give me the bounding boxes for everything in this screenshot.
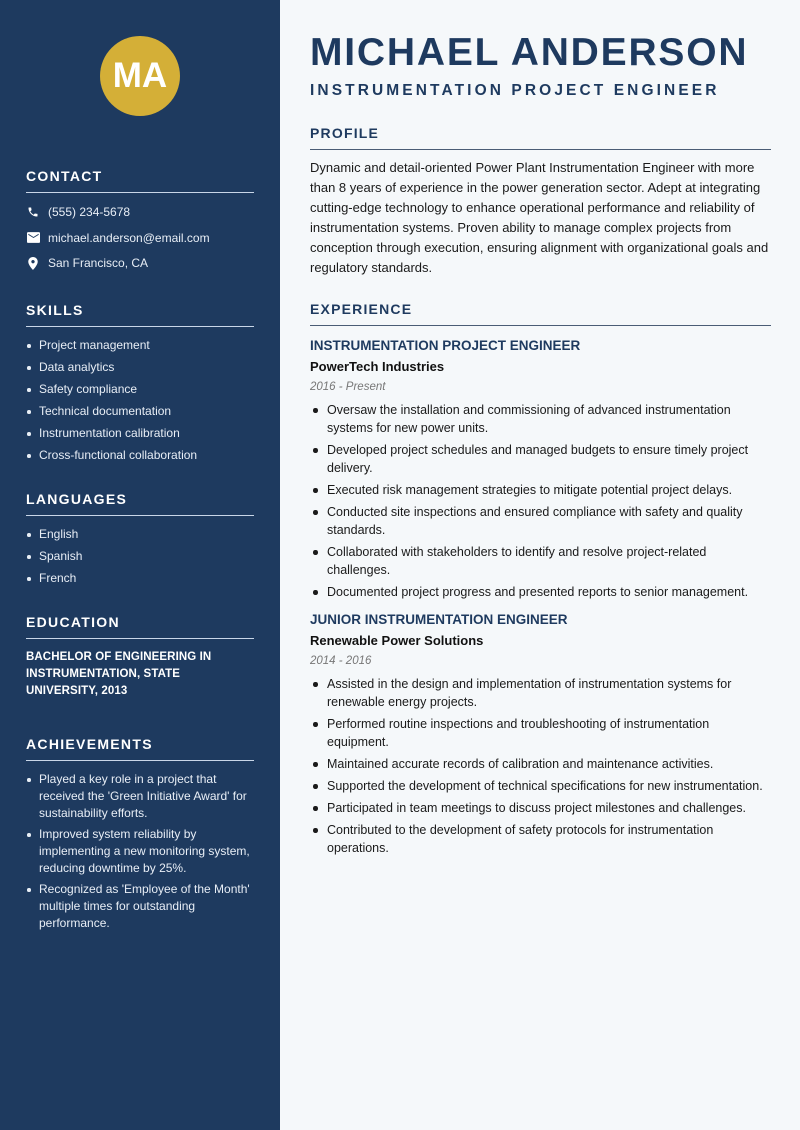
skill-item: Cross-functional collaboration <box>26 447 254 464</box>
job-company: Renewable Power Solutions <box>310 633 484 648</box>
experience-heading: EXPERIENCE <box>310 301 771 326</box>
languages-list <box>26 526 254 587</box>
job-bullets <box>310 401 771 601</box>
profile-section <box>310 125 771 278</box>
skill-item: Project management <box>26 337 254 354</box>
education-heading: EDUCATION <box>26 614 254 639</box>
main-content <box>280 0 800 1130</box>
achievement-item: Recognized as 'Employee of the Month' multiple times for outstanding performance. <box>26 881 254 932</box>
achievement-item: Played a key role in a project that received the 'Green Initiative Award' for sustainability efforts. <box>26 771 254 822</box>
avatar-container <box>26 36 254 116</box>
skill-item: Instrumentation calibration <box>26 425 254 442</box>
job-entry <box>310 612 771 857</box>
job-entry <box>310 338 771 601</box>
job-bullet: Documented project progress and presented reports to senior management. <box>310 583 771 601</box>
profile-summary: Dynamic and detail-oriented Power Plant Instrumentation Engineer with more than 8 years of experience in the power generation sector. Adept at integrating cutting-edge technology to enhance operational performance and reliability of instrumentation systems. Proven ability to manage complex projects from conception through execution, ensuring alignment with organizational goals and regulatory standards. <box>310 160 769 275</box>
skills-heading: SKILLS <box>26 302 254 327</box>
job-bullet: Supported the development of technical specifications for new instrumentation. <box>310 777 771 795</box>
languages-heading: LANGUAGES <box>26 491 254 516</box>
envelope-icon <box>26 231 40 245</box>
contact-location <box>26 254 254 272</box>
job-bullet: Maintained accurate records of calibration and maintenance activities. <box>310 755 771 773</box>
achievements-section <box>26 736 254 932</box>
phone-icon <box>26 205 40 219</box>
skill-item: Technical documentation <box>26 403 254 420</box>
contact-phone <box>26 203 254 221</box>
avatar: MA <box>100 36 180 116</box>
job-bullet: Oversaw the installation and commissioning of advanced instrumentation systems for new power units. <box>310 401 771 437</box>
skill-item: Safety compliance <box>26 381 254 398</box>
contact-heading: CONTACT <box>26 168 254 193</box>
skill-item: Data analytics <box>26 359 254 376</box>
achievement-item: Improved system reliability by implementing a new monitoring system, reducing downtime by 25%. <box>26 826 254 877</box>
map-pin-icon <box>26 256 40 270</box>
job-bullet: Performed routine inspections and troubleshooting of instrumentation equipment. <box>310 715 771 751</box>
skills-list <box>26 337 254 464</box>
achievements-heading: ACHIEVEMENTS <box>26 736 254 761</box>
job-bullet: Collaborated with stakeholders to identify and resolve project-related challenges. <box>310 543 771 579</box>
email-text[interactable]: michael.anderson@email.com <box>48 230 210 245</box>
language-item: English <box>26 526 254 543</box>
job-bullet: Developed project schedules and managed budgets to ensure timely project delivery. <box>310 441 771 477</box>
candidate-role: INSTRUMENTATION PROJECT ENGINEER <box>310 82 720 99</box>
job-dates: 2014 - 2016 <box>310 655 372 667</box>
education-section <box>26 614 254 700</box>
phone-text[interactable]: (555) 234-5678 <box>48 205 131 219</box>
job-bullets <box>310 675 771 857</box>
language-item: French <box>26 570 254 587</box>
contact-email <box>26 229 254 247</box>
language-item: Spanish <box>26 548 254 565</box>
job-title: INSTRUMENTATION PROJECT ENGINEER <box>310 338 581 353</box>
sidebar <box>0 0 280 1130</box>
location-text: San Francisco, CA <box>48 256 149 270</box>
job-bullet: Contributed to the development of safety protocols for instrumentation operations. <box>310 821 771 857</box>
job-dates: 2016 - Present <box>310 381 386 393</box>
job-company: PowerTech Industries <box>310 359 445 374</box>
education-degree: BACHELOR OF ENGINEERING IN INSTRUMENTATION, STATE UNIVERSITY, 2013 <box>26 651 212 697</box>
profile-heading: PROFILE <box>310 125 771 150</box>
experience-section <box>310 301 771 857</box>
skills-section <box>26 302 254 464</box>
achievements-list <box>26 771 254 932</box>
candidate-name: MICHAEL ANDERSON <box>310 31 749 74</box>
job-bullet: Assisted in the design and implementation of instrumentation systems for renewable energy projects. <box>310 675 771 711</box>
job-title: JUNIOR INSTRUMENTATION ENGINEER <box>310 612 568 627</box>
job-bullet: Conducted site inspections and ensured compliance with safety and quality standards. <box>310 503 771 539</box>
contact-section <box>26 168 254 272</box>
job-bullet: Executed risk management strategies to mitigate potential project delays. <box>310 481 771 499</box>
languages-section <box>26 491 254 587</box>
job-bullet: Participated in team meetings to discuss project milestones and challenges. <box>310 799 771 817</box>
